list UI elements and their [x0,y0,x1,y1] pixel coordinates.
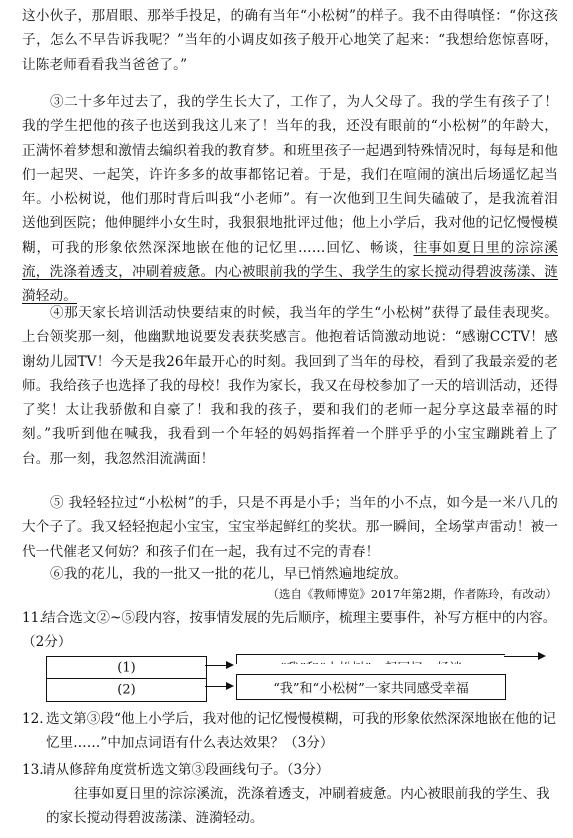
question-12-number: 12. [22,711,44,727]
answer-box-1[interactable] [46,656,207,680]
source-citation: （选自《教师博览》2017年第2期，作者陈玲，有改动） [267,587,557,601]
question-12-text: 选文第③段“他上小学后，我对他的记忆慢慢模糊，可我的形象依然深深地嵌在他的记忆里……”中加点词语有什么表达效果？（3分） [46,711,556,751]
arrow-1-line [205,665,227,666]
arrow-3-line [205,686,227,687]
underlined-sentence: 往事如夏日里的淙淙溪流，洗涤着透支，冲刷着疲惫。内心被眼前我的学生、我学生的家长搅动得碧波荡漾、涟漪轻动。 [22,239,559,305]
question-13-quote: 往事如夏日里的淙淙溪流，洗涤着透支，冲刷着疲惫。内心被眼前我的学生、我的家长搅动得碧波荡漾、涟漪轻动。 [46,786,550,826]
paragraph-3 [22,90,558,309]
paragraph-6: ⑥我的花儿，我的一批又一批的花儿，早已悄然遍地绽放。 [50,566,408,582]
arrow-2-line [504,656,539,657]
paragraph-3-text: ③二十多年过去了，我的学生长大了，工作了，为人父母了。我的学生有孩子了！我的学生把他的孩子也送到我这儿来了！当年的我，还没有眼前的“小松树”的年龄大，正满怀着梦想和激情去编织着我的教育梦。和班里孩子一起遇到特殊情况时，每每是和他们一起哭、一起笑，许许多多的故事都铭记着。于是，我们在喧闹的演出后场遥忆起当年。小松树说，他们那时背后叫我“小老师”。有一次他到卫生间失磕破了，是我流着泪送他到医院；他伸腿绊小女生时，我狠狠地批评过他；他上小学后，我对他的记忆慢慢模糊，可我的形象依然深深地嵌在他的记忆里……回忆、畅谈， [22,94,559,256]
question-13-number: 13. [22,762,44,778]
paragraph-intro: 这小伙子，那眉眼、那举手投足，的确有当年“小松树”的样子。我不由得嗔怪：“你这孩子，怎么不早告诉我呢？”当年的小调皮如孩子般开心地笑了起来：“我想给您惊喜呀，让陈老师看看我当爸爸了。” [22,8,558,73]
answer-box-2[interactable] [46,678,207,702]
event-box-4-text: “我”和“小松树”一家共同感受幸福 [273,681,469,697]
question-11 [22,606,562,654]
question-13-text: 请从修辞角度赏析选文第③段画线句子。（3分） [42,762,330,778]
paragraph-4: ④那天家长培训活动快要结束的时候，我当年的学生“小松树”获得了最佳表现奖。上台领奖那一刻，他幽默地说要发表获奖感言。他抱着话筒激动地说：“感谢CCTV！感谢幼儿园TV！今天是我26年最开心的时刻。我回到了当年的母校，看到了我最亲爱的老师。我给孩子也选择了我的母校！我作为家长，我又在母校参加了一天的培训活动，还得了奖！太让我骄傲和自豪了！我和我的孩子，要和我们的老师一起分享这最幸福的时刻。”我听到他在喊我，我看到一个年轻的妈妈指挥着一个胖乎乎的小宝宝蹦跳着上了台。那一刻，我忽然泪流满面！ [22,305,559,467]
arrow-2-head [538,652,546,660]
answer-box-1-label: (1) [117,660,136,676]
paragraph-5: ⑤ 我轻轻拉过“小松树”的手，只是不再是小手；当年的小不点，如今是一米八几的大个子了。我又轻轻抱起小宝宝，宝宝举起鲜红的奖状。那一瞬间，全场掌声雷动！被一代一代催老又何妨？和孩子们在一起，我有过不完的青春！ [22,495,559,560]
answer-box-2-label: (2) [117,682,136,698]
question-11-number: 11. [22,610,44,626]
event-box-4 [236,674,506,700]
question-11-text: 结合选文②~⑤段内容，按事情发展的先后顺序，梳理主要事件，补写方框中的内容。（2分） [22,610,557,650]
arrow-3-head [226,682,234,690]
arrow-1-head [226,661,234,669]
question-13 [22,758,562,782]
